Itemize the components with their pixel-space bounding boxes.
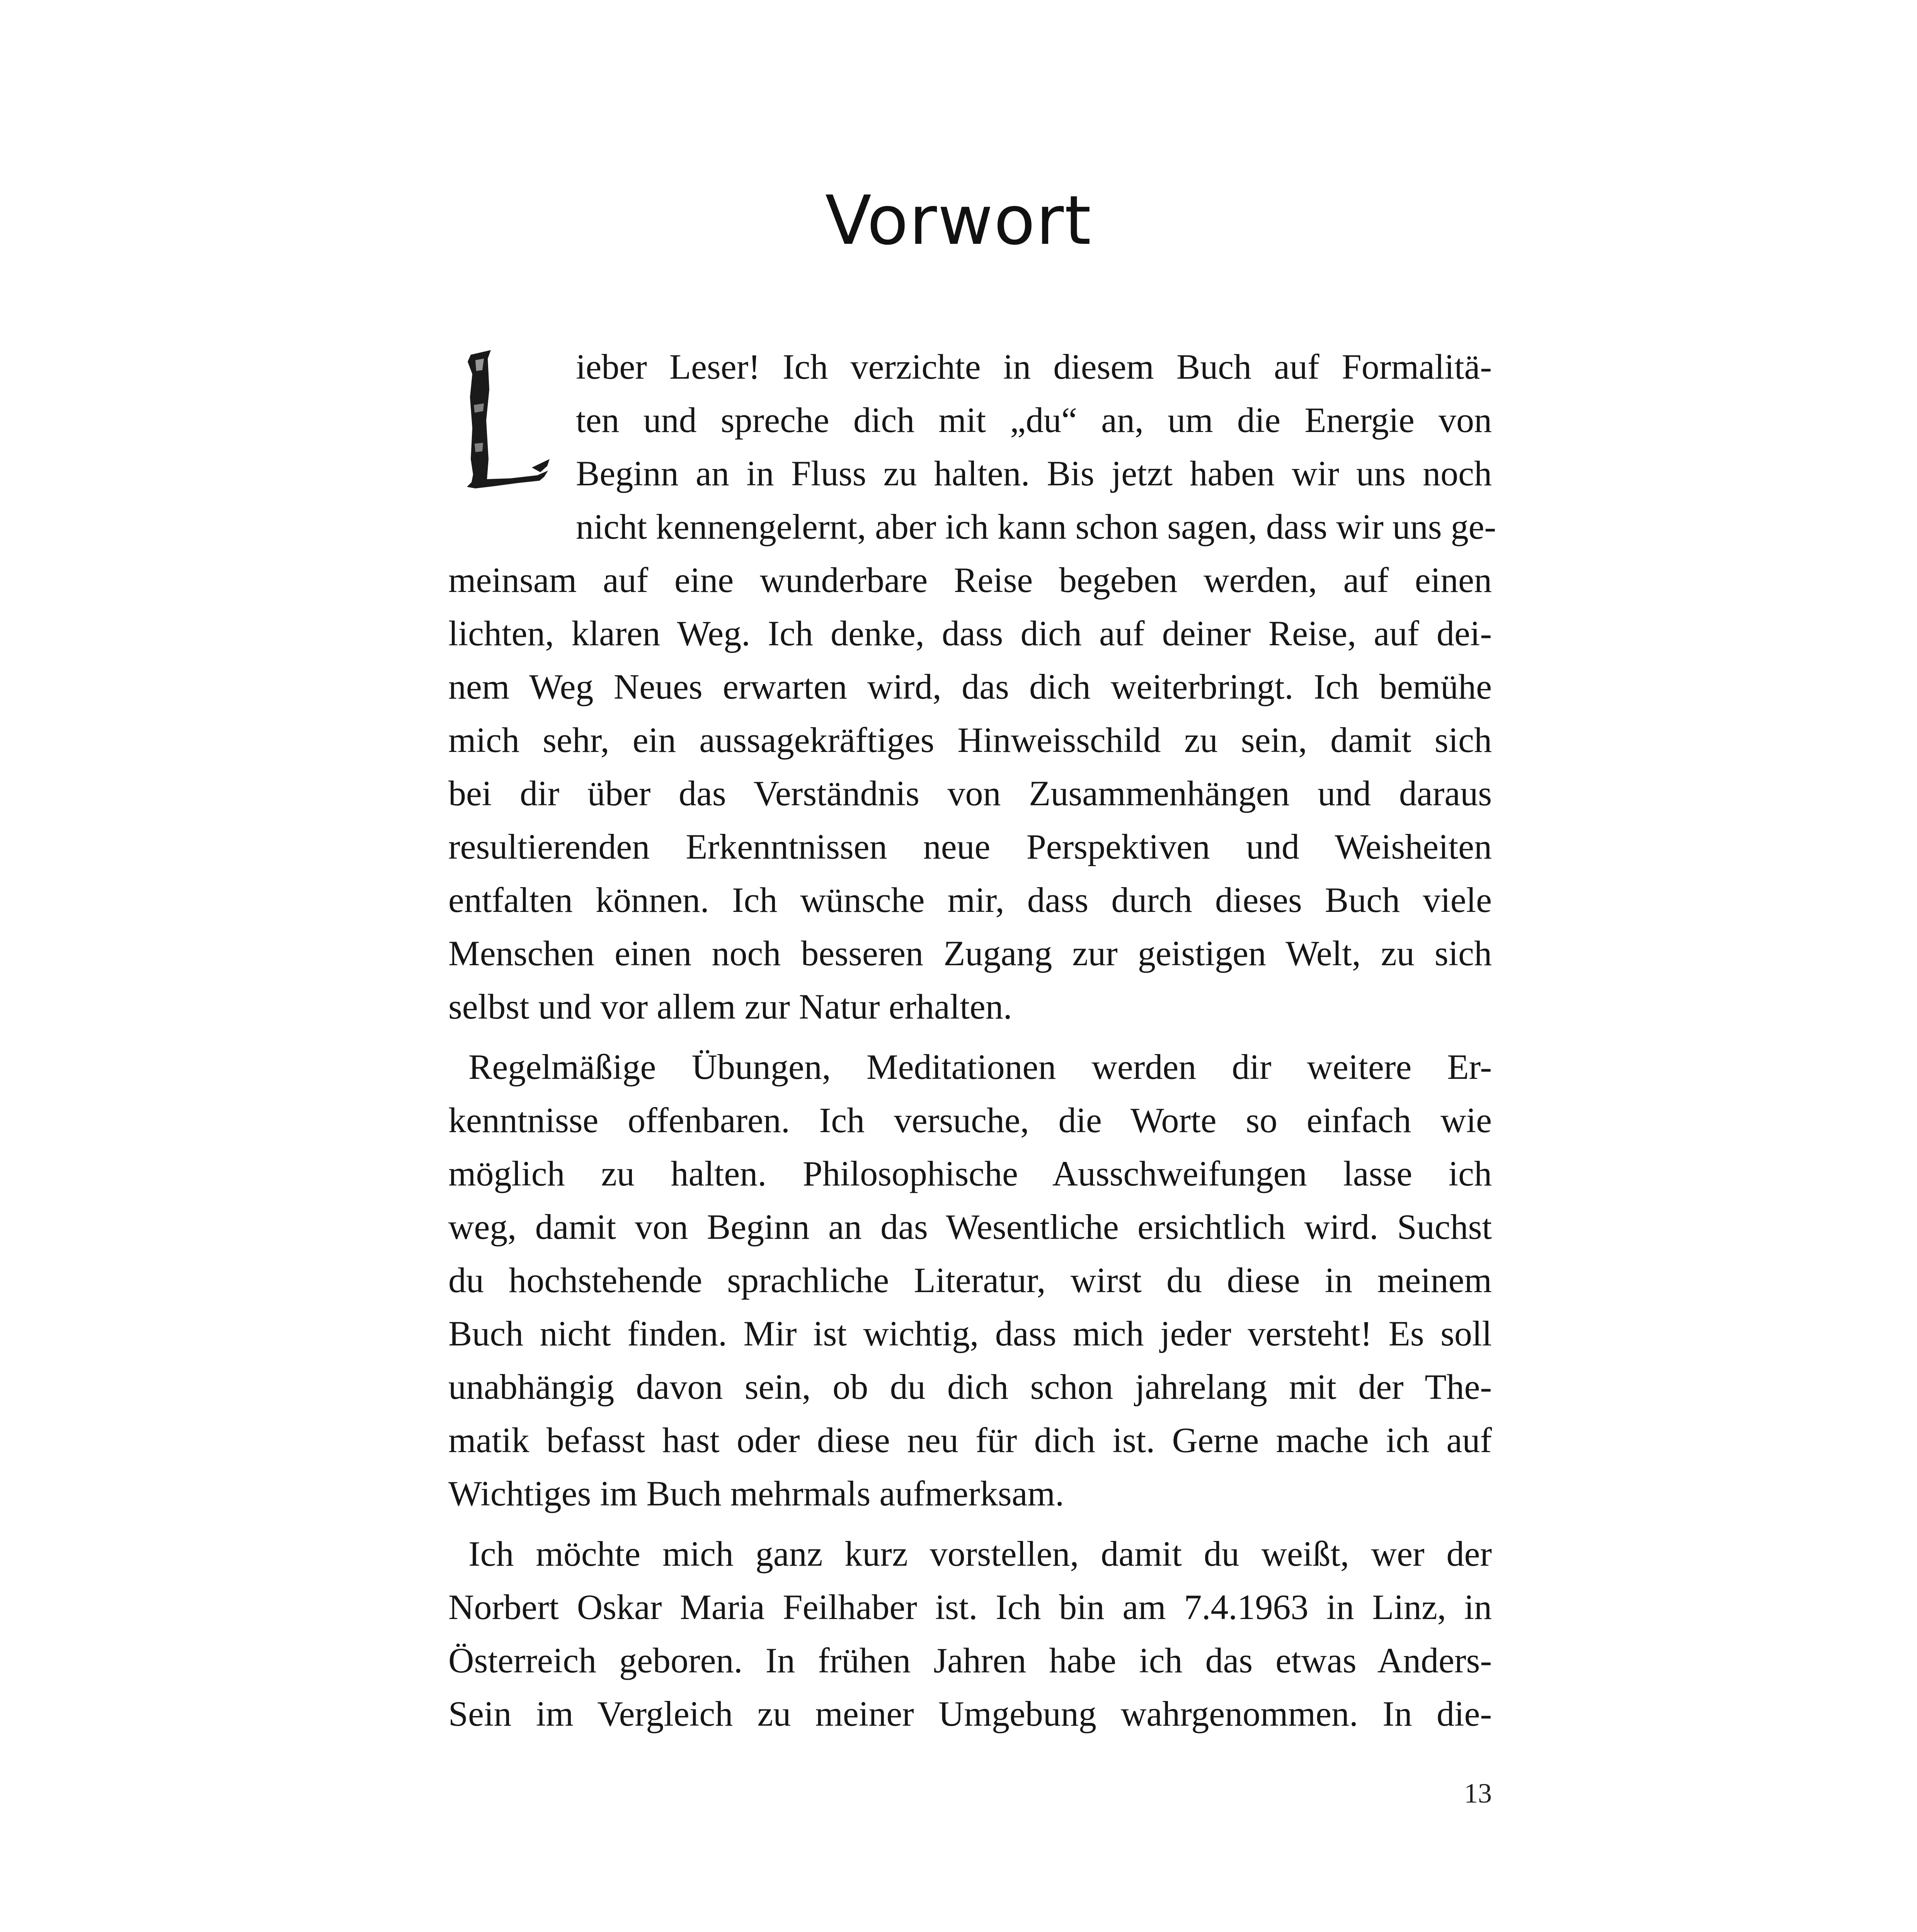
paragraph-3	[448, 1527, 1492, 1740]
text-line	[448, 1527, 1492, 1580]
text-line: nicht kennengelernt, aber ich kann schon sagen, dass wir uns ge-	[576, 507, 1496, 546]
drop-cap	[448, 343, 564, 503]
text-line: ten und spreche dich mit „du“ an, um die Energie von	[576, 400, 1492, 440]
text-line: Buch nicht finden. Mir ist wichtig, dass mich jeder versteht! Es soll	[448, 1314, 1492, 1353]
text-line: Menschen einen noch besseren Zugang zur geistigen Welt, zu sich	[448, 934, 1492, 973]
text-line: kenntnisse offenbaren. Ich versuche, die Worte so einfach wie	[448, 1100, 1492, 1140]
text-line-content: Regelmäßige Übungen, Meditationen werden dir weitere Er-	[468, 1047, 1492, 1087]
text-line: meinsam auf eine wunderbare Reise begeben werden, auf einen	[448, 560, 1492, 600]
paragraph-text-1	[448, 340, 1496, 1033]
text-line	[448, 1040, 1492, 1094]
text-line: bei dir über das Verständnis von Zusammenhängen und daraus	[448, 774, 1492, 813]
text-line: Beginn an in Fluss zu halten. Bis jetzt haben wir uns noch	[576, 454, 1492, 493]
chapter-title: Vorwort	[825, 182, 1092, 260]
text-line: Wichtiges im Buch mehrmals aufmerksam.	[448, 1474, 1064, 1513]
text-line-content: Ich möchte mich ganz kurz vorstellen, damit du weißt, wer der	[468, 1534, 1492, 1573]
text-line: nem Weg Neues erwarten wird, das dich weiterbringt. Ich bemühe	[448, 667, 1492, 706]
paragraph-1	[448, 340, 1496, 1033]
text-line: lichten, klaren Weg. Ich denke, dass dich auf deiner Reise, auf dei-	[448, 614, 1492, 653]
text-line: Sein im Vergleich zu meiner Umgebung wahrgenommen. In die-	[448, 1694, 1492, 1733]
text-line: Österreich geboren. In frühen Jahren habe ich das etwas Anders-	[448, 1641, 1492, 1680]
chapter-body	[448, 340, 1496, 1747]
text-line: ieber Leser! Ich verzichte in diesem Buch auf Formalitä-	[576, 347, 1492, 386]
text-line: selbst und vor allem zur Natur erhalten.	[448, 987, 1012, 1026]
text-line: du hochstehende sprachliche Literatur, wirst du diese in meinem	[448, 1260, 1492, 1300]
text-line: weg, damit von Beginn an das Wesentliche ersichtlich wird. Suchst	[448, 1207, 1492, 1247]
text-line: resultierenden Erkenntnissen neue Perspektiven und Weisheiten	[448, 827, 1492, 866]
text-line: Norbert Oskar Maria Feilhaber ist. Ich bin am 7.4.1963 in Linz, in	[448, 1587, 1492, 1627]
paragraph-2	[448, 1040, 1492, 1520]
text-line: entfalten können. Ich wünsche mir, dass durch dieses Buch viele	[448, 880, 1492, 920]
page-number: 13	[1464, 1778, 1492, 1809]
text-line: unabhängig davon sein, ob du dich schon jahrelang mit der The-	[448, 1367, 1492, 1406]
drop-cap-letter-l	[448, 343, 564, 503]
text-line: möglich zu halten. Philosophische Ausschweifungen lasse ich	[448, 1154, 1492, 1193]
text-line: mich sehr, ein aussagekräftiges Hinweisschild zu sein, damit sich	[448, 720, 1492, 760]
text-line: matik befasst hast oder diese neu für dich ist. Gerne mache ich auf	[448, 1420, 1492, 1460]
drop-cap-text: L	[506, 495, 509, 499]
